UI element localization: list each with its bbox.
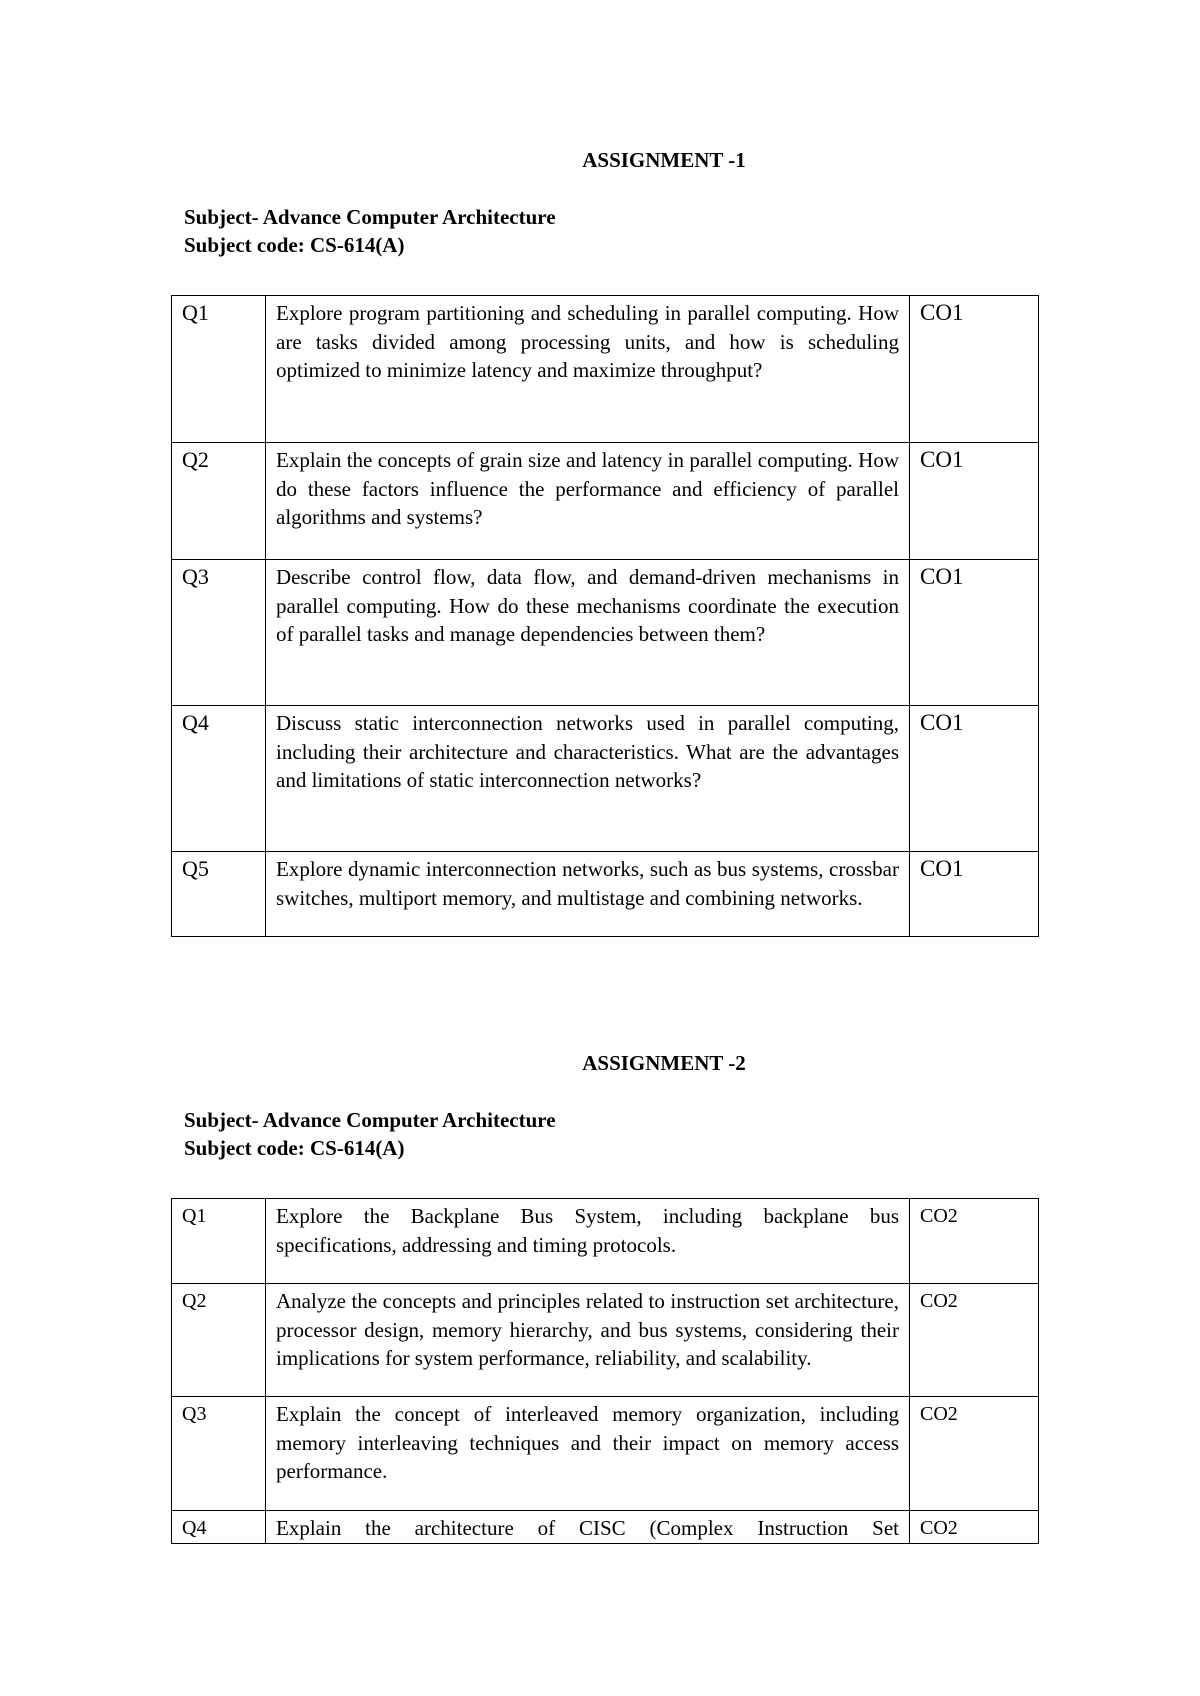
assignment-2-heading: ASSIGNMENT -2 [582,1051,746,1075]
assignment-2-subject: Subject- Advance Computer Architecture [184,1108,556,1132]
course-outcome: CO2 [910,1284,1039,1397]
question-text: Explore dynamic interconnection networks, such as bus systems, crossbar switches, multiport memory, and multistage and combining networks. [266,852,910,937]
question-number: Q5 [172,852,266,937]
table-row [172,1511,1039,1544]
assignment-1-questions-table [171,295,1039,937]
course-outcome: CO1 [910,852,1039,937]
course-outcome: CO1 [910,296,1039,443]
course-outcome: CO1 [910,706,1039,852]
assignment-1-subject: Subject- Advance Computer Architecture [184,205,556,229]
table-row [172,1199,1039,1284]
assignment-2-questions-table [171,1198,1039,1544]
table-row [172,1397,1039,1511]
question-number: Q1 [172,1199,266,1284]
course-outcome: CO2 [910,1397,1039,1511]
table-row [172,1284,1039,1397]
course-outcome: CO2 [910,1511,1039,1544]
table-row [172,706,1039,852]
question-text: Discuss static interconnection networks used in parallel computing, including their architecture and characteristics. What are the advantages and limitations of static interconnection networks? [266,706,910,852]
question-number: Q1 [172,296,266,443]
course-outcome: CO1 [910,560,1039,706]
question-number: Q4 [172,1511,266,1544]
question-text: Analyze the concepts and principles related to instruction set architecture, processor design, memory hierarchy, and bus systems, considering their implications for system performance, reliability, and scalability. [266,1284,910,1397]
table-row [172,560,1039,706]
assignment-2-subject-code: Subject code: CS-614(A) [184,1136,405,1160]
question-text: Explain the concepts of grain size and latency in parallel computing. How do these factors influence the performance and efficiency of parallel algorithms and systems? [266,443,910,560]
question-number: Q2 [172,443,266,560]
question-number: Q2 [172,1284,266,1397]
table-row [172,296,1039,443]
assignment-1-subject-code: Subject code: CS-614(A) [184,233,405,257]
table-row [172,443,1039,560]
question-text: Explore program partitioning and scheduling in parallel computing. How are tasks divided among processing units, and how is scheduling optimized to minimize latency and maximize throughput? [266,296,910,443]
question-number: Q3 [172,1397,266,1511]
course-outcome: CO2 [910,1199,1039,1284]
question-text: Explain the architecture of CISC (Complex Instruction Set [266,1511,910,1544]
question-text: Explain the concept of interleaved memory organization, including memory interleaving techniques and their impact on memory access performance. [266,1397,910,1511]
question-text: Describe control flow, data flow, and demand-driven mechanisms in parallel computing. How do these mechanisms coordinate the execution of parallel tasks and manage dependencies between them? [266,560,910,706]
table-row [172,852,1039,937]
question-text: Explore the Backplane Bus System, including backplane bus specifications, addressing and timing protocols. [266,1199,910,1284]
assignment-1-heading: ASSIGNMENT -1 [582,148,746,172]
question-number: Q4 [172,706,266,852]
question-number: Q3 [172,560,266,706]
course-outcome: CO1 [910,443,1039,560]
